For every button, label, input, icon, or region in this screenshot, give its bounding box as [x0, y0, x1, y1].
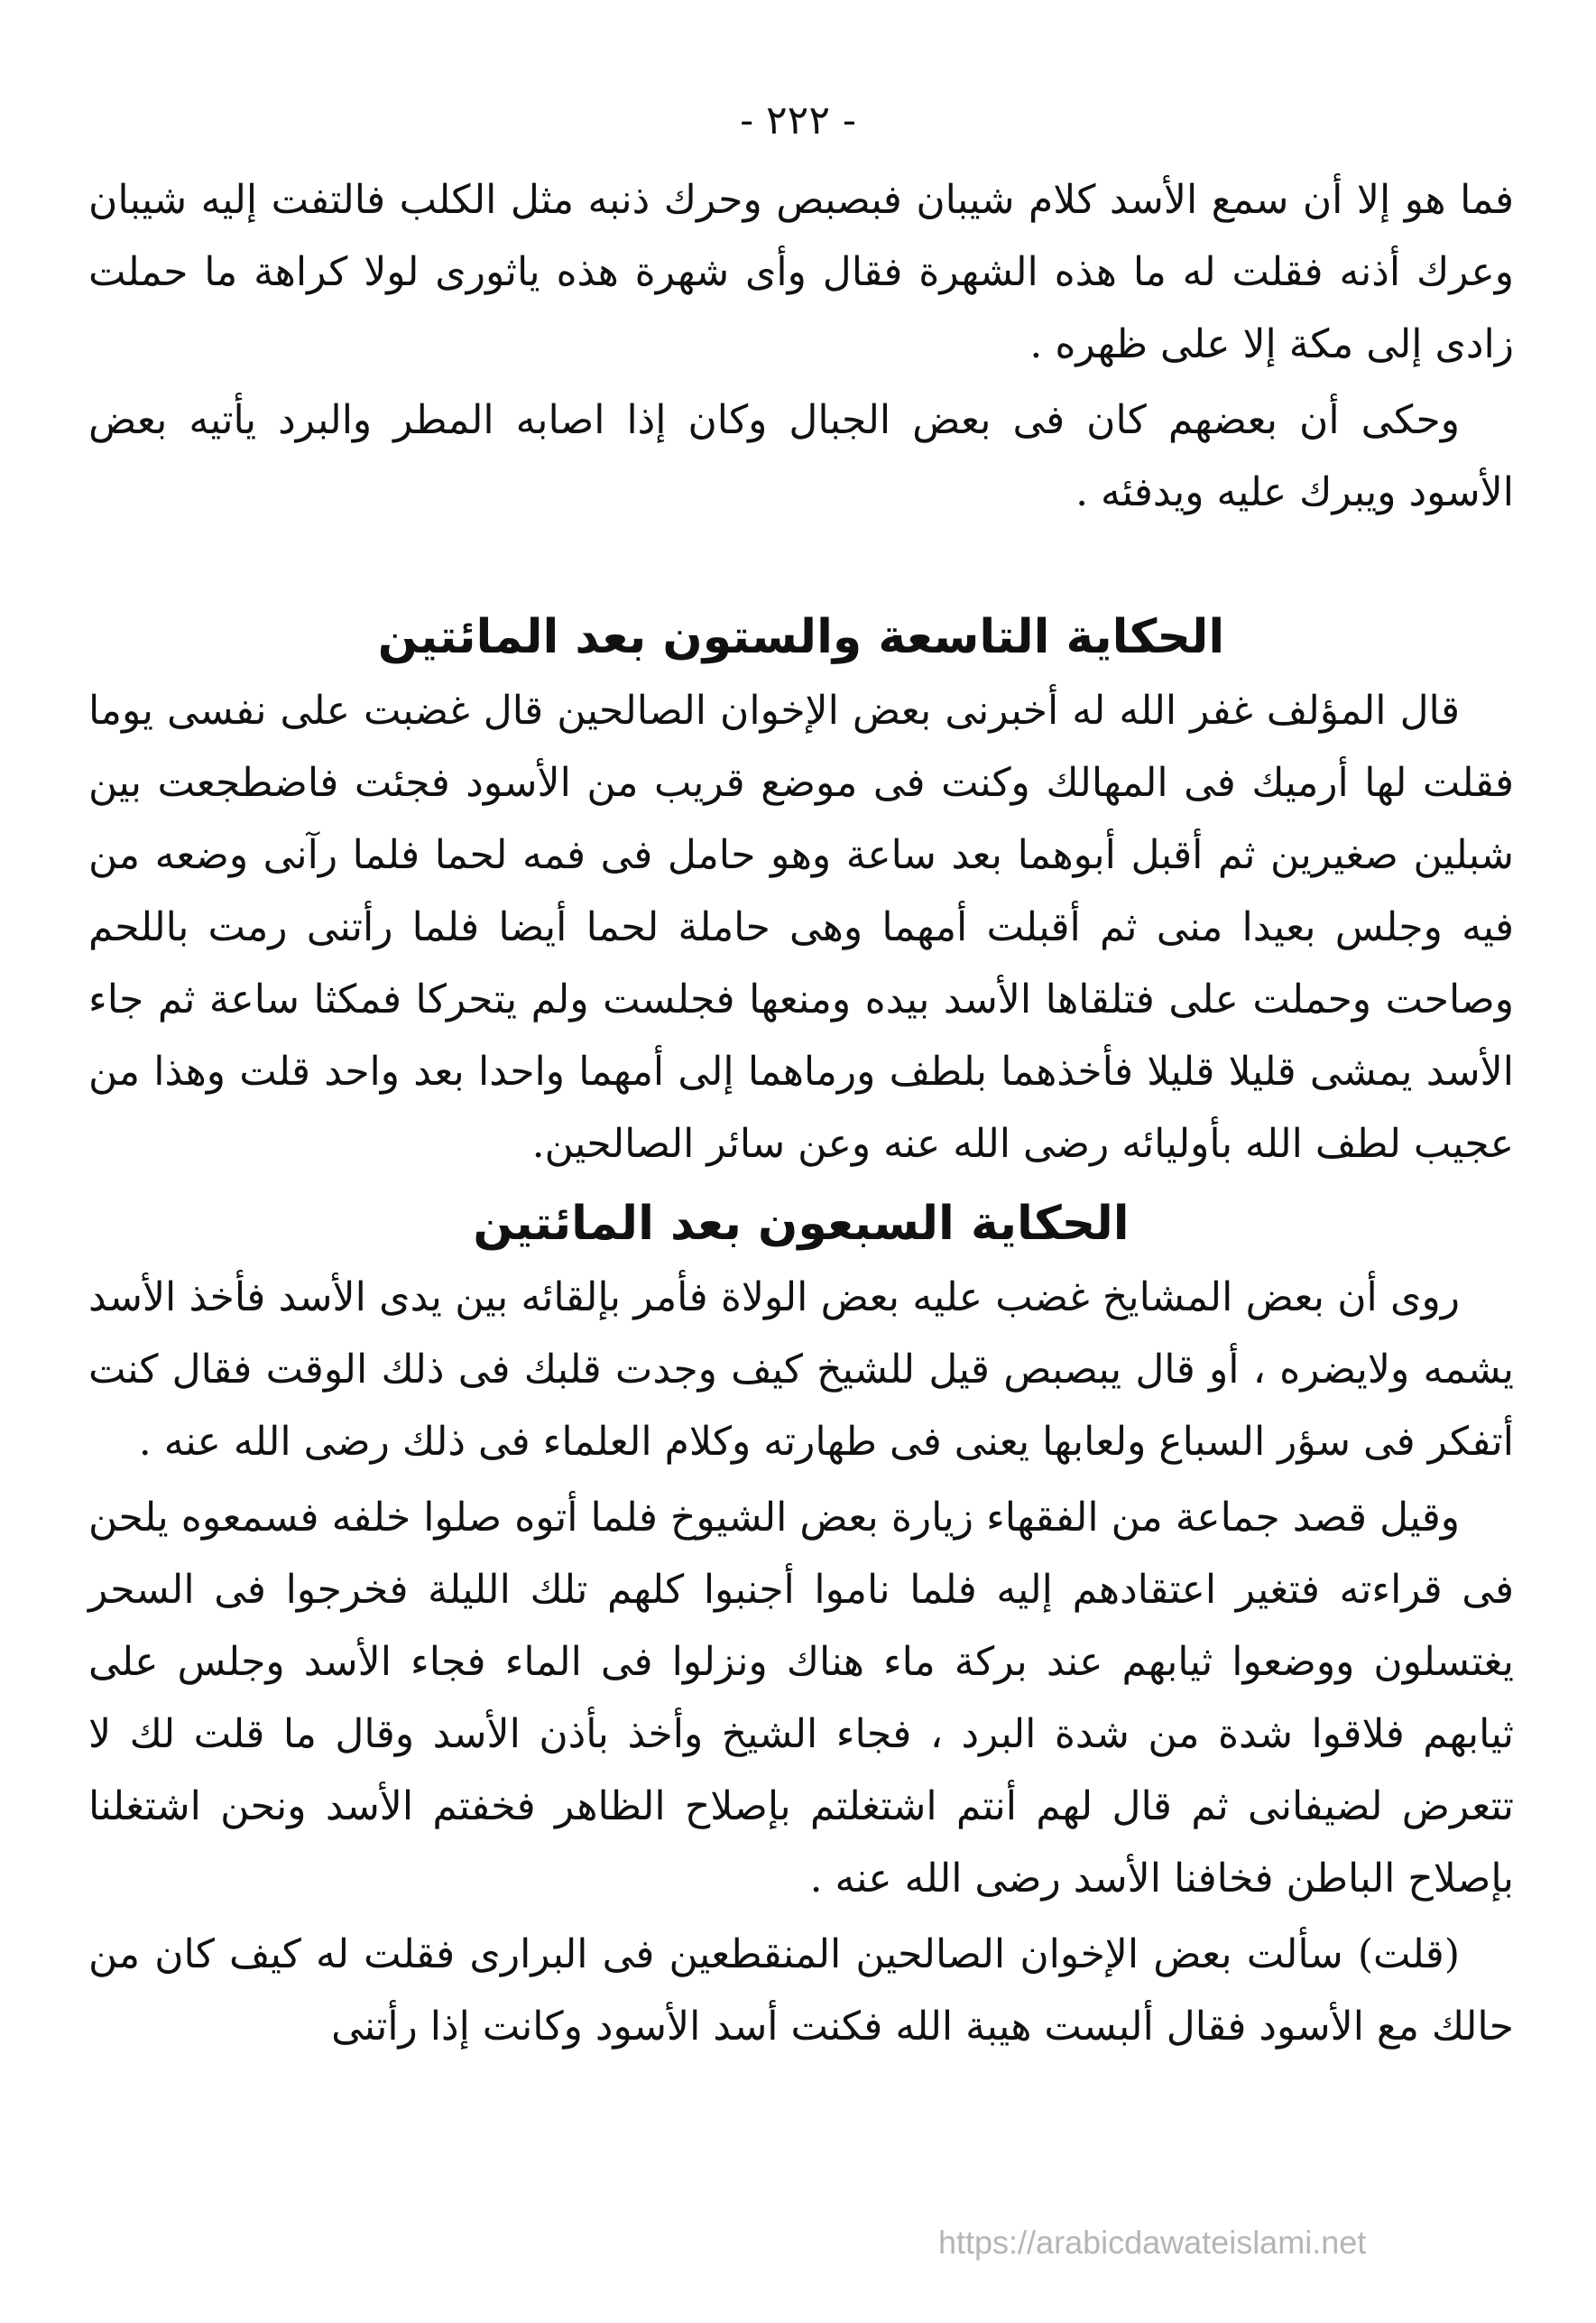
watermark-url: https://arabicdawateislami.net [938, 2224, 1367, 2261]
paragraph: (قلت) سألت بعض الإخوان الصالحين المنقطعين فى البرارى فقلت له كيف كان من حالك مع الأسود فقال ألبست هيبة الله فكنت أسد الأسود وكانت إذا رأتنى [88, 1931, 1514, 2050]
paragraph: وقيل قصد جماعة من الفقهاء زيارة بعض الشيوخ فلما أتوه صلوا خلفه فسمعوه يلحن فى قراءته فتغير اعتقادهم إليه فلما ناموا أجنبوا كلهم تلك الليلة فخرجوا فى السحر يغتسلون ووضعوا ثيابهم عند بركة ماء هناك ونزلوا فى الماء فجاء الأسد وجلس على ثيابهم فلاقوا شدة من شدة البرد ، فجاء الشيخ وأخذ بأذن الأسد وقال ما قلت لك لا تتعرض لضيفانى ثم قال لهم أنتم اشتغلتم بإصلاح الظاهر فخفتم الأسد ونحن اشتغلنا بإصلاح الباطن فخافنا الأسد رضى الله عنه . [88, 1495, 1514, 1902]
section-heading: الحكاية السبعون بعد المائتين [473, 1197, 1130, 1251]
page-number: - ٢٢٢ - [740, 97, 856, 143]
paragraph: فما هو إلا أن سمع الأسد كلام شيبان فبصبص وحرك ذنبه مثل الكلب فالتفت إليه شيبان وعرك أذنه فقلت له ما هذه الشهرة فقال وأى شهرة هذه ياثورى لولا كراهة ما حملت زادى إلى مكة إلا على ظهره . [88, 177, 1514, 367]
paragraph: وحكى أن بعضهم كان فى بعض الجبال وكان إذا اصابه المطر والبرد يأتيه بعض الأسود ويبرك عليه ويدفئه . [88, 397, 1514, 515]
paragraph: قال المؤلف غفر الله له أخبرنى بعض الإخوان الصالحين قال غضبت على نفسى يوما فقلت لها أرميك فى المهالك وكنت فى موضع قريب من الأسود فجئت فاضطجعت بين شبلين صغيرين ثم أقبل أبوهما بعد ساعة وهو حامل فى فمه لحما فلما رآنى وضعه من فيه وجلس بعيدا منى ثم أقبلت أمهما وهى حاملة لحما أيضا فلما رأتنى رمت باللحم وصاحت وحملت على فتلقاها الأسد بيده ومنعها فجلست ولم يتحركا فمكثا ساعة ثم جاء الأسد يمشى قليلا قليلا فأخذهما بلطف ورماهما إلى أمهما واحدا بعد واحد قلت وهذا من عجيب لطف الله بأوليائه رضى الله عنه وعن سائر الصالحين. [88, 688, 1514, 1167]
page-content [88, 164, 1514, 2067]
paragraph: روى أن بعض المشايخ غضب عليه بعض الولاة فأمر بإلقائه بين يدى الأسد فأخذ الأسد يشمه ولايضره ، أو قال يبصبص قيل للشيخ كيف وجدت قلبك فى ذلك الوقت فقال كنت أتفكر فى سؤر السباع ولعابها يعنى فى طهارته وكلام العلماء فى ذلك رضى الله عنه . [88, 1274, 1514, 1465]
section-heading: الحكاية التاسعة والستون بعد المائتين [377, 610, 1225, 664]
